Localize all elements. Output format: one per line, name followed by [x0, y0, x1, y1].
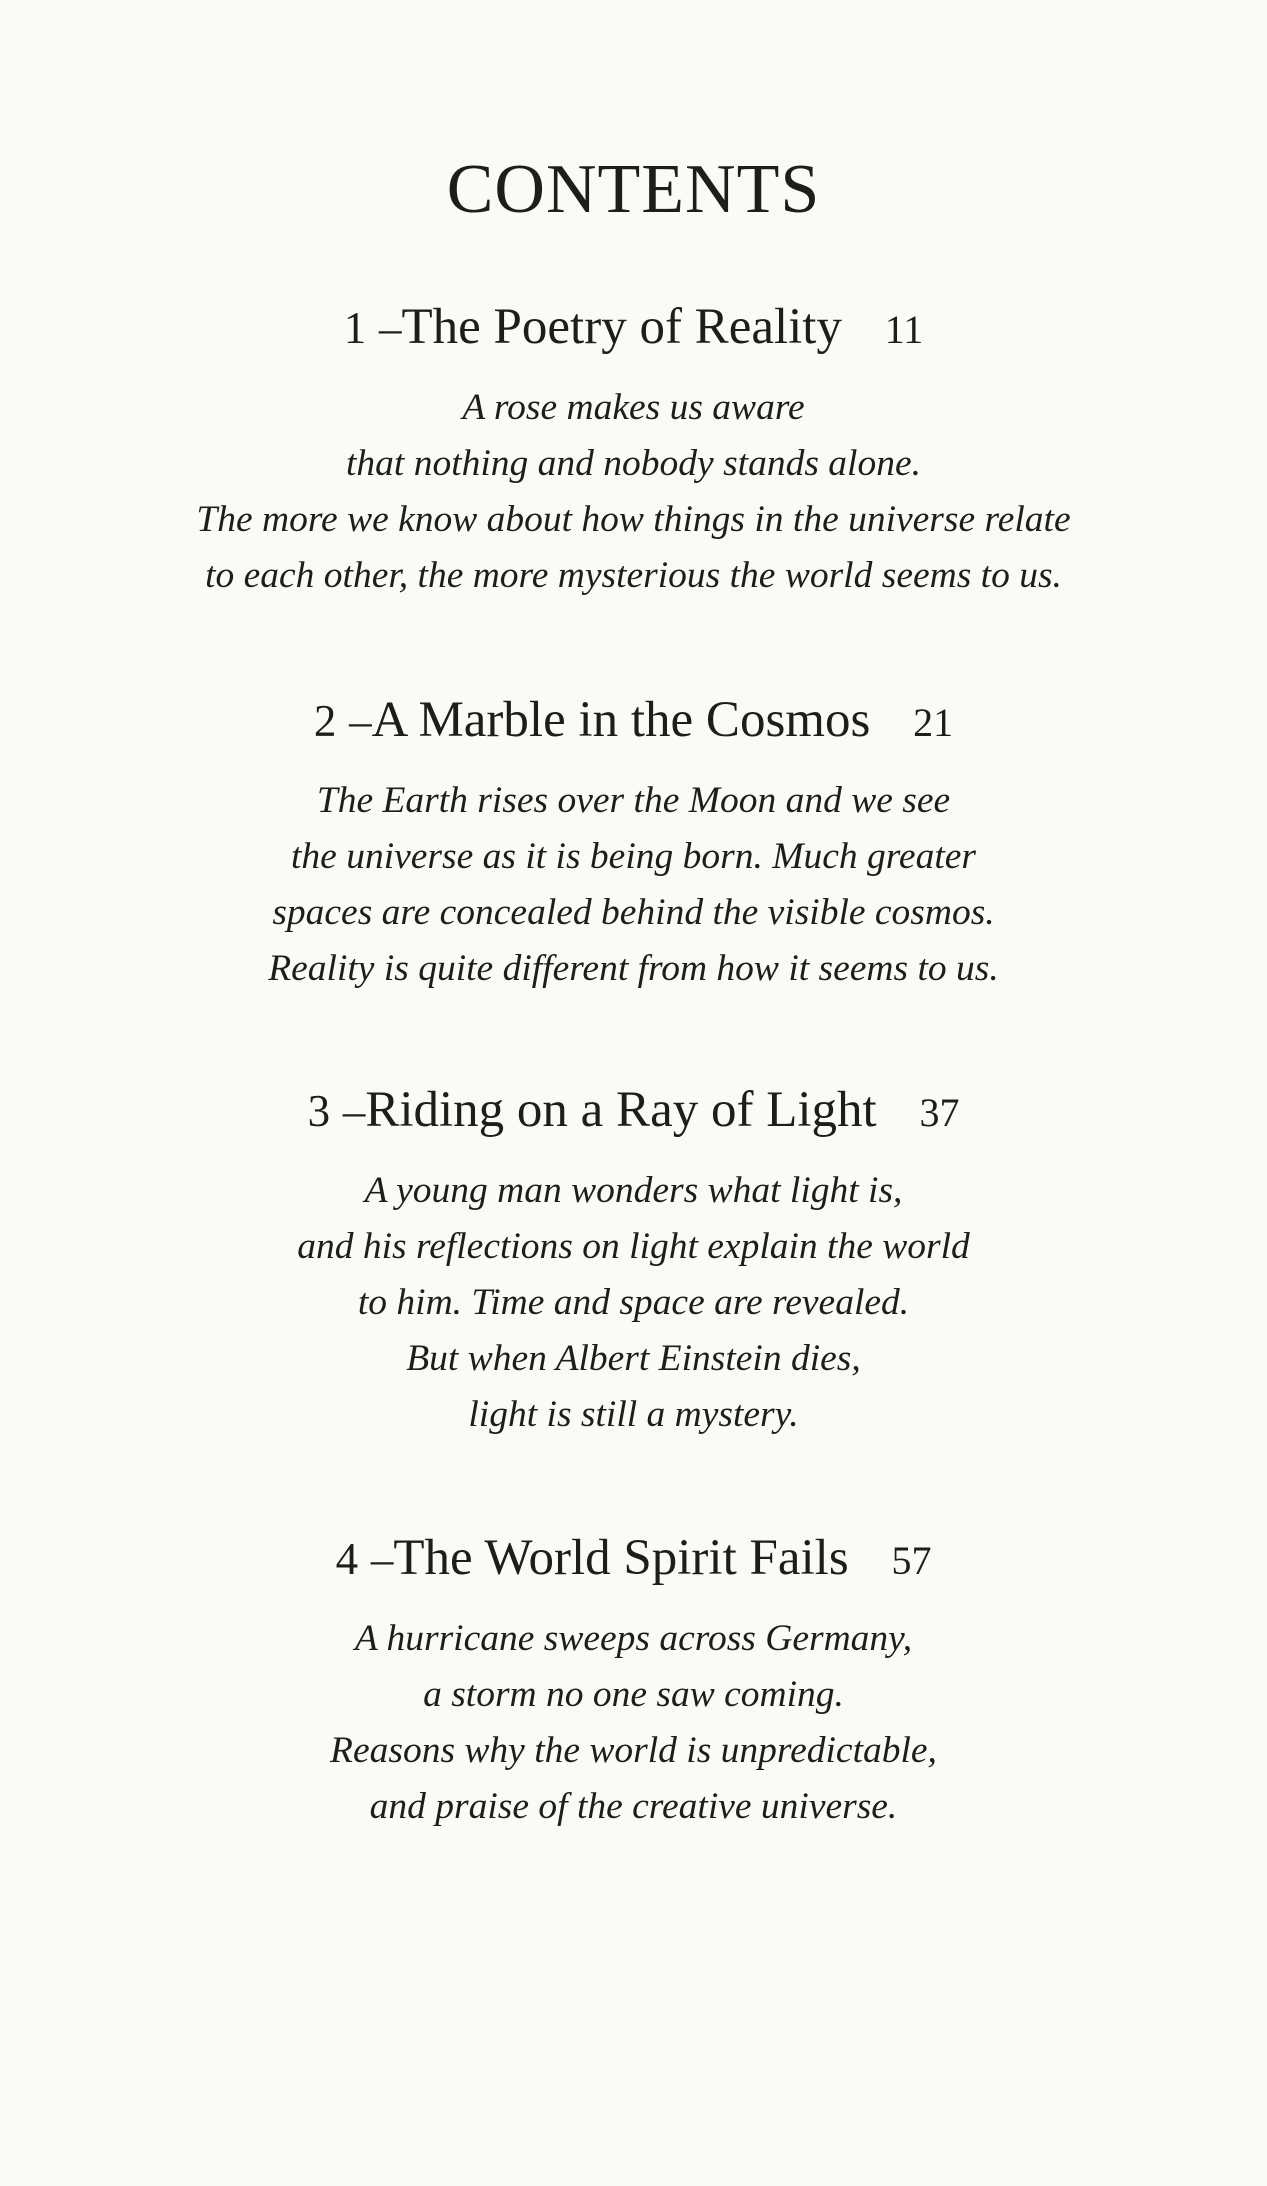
- summary-line: and his reflections on light explain the world: [297, 1226, 970, 1267]
- summary-line: Reasons why the world is unpredictable,: [330, 1730, 937, 1771]
- chapter-heading-4[interactable]: [0, 1528, 1267, 1591]
- summary-line: But when Albert Einstein dies,: [406, 1338, 861, 1379]
- chapter-heading-1[interactable]: [0, 297, 1267, 360]
- summary-line: Reality is quite different from how it seems to us.: [268, 948, 999, 989]
- chapter-title: The Poetry of Reality: [401, 299, 842, 355]
- chapter-heading-3[interactable]: [0, 1080, 1267, 1143]
- chapter-summary-3: [0, 1163, 1267, 1443]
- chapter-dash: –: [349, 696, 372, 746]
- chapter-number: 2: [313, 696, 337, 746]
- toc-entry-2: [0, 690, 1267, 997]
- toc-entry-1: [0, 297, 1267, 604]
- chapter-page-number: 21: [913, 700, 954, 745]
- summary-line: A hurricane sweeps across Germany,: [354, 1618, 913, 1659]
- chapter-title: The World Spirit Fails: [393, 1530, 849, 1586]
- summary-line: that nothing and nobody stands alone.: [346, 443, 921, 484]
- summary-line: light is still a mystery.: [468, 1394, 799, 1435]
- toc-entry-3: [0, 1080, 1267, 1443]
- chapter-dash: –: [379, 303, 402, 353]
- chapter-page-number: 57: [891, 1538, 932, 1583]
- chapter-title: Riding on a Ray of Light: [365, 1082, 877, 1138]
- chapter-number: 3: [307, 1086, 331, 1136]
- summary-line: A young man wonders what light is,: [364, 1170, 903, 1211]
- chapter-page-number: 37: [919, 1090, 960, 1135]
- toc-entry-4: [0, 1528, 1267, 1835]
- chapter-dash: –: [342, 1086, 366, 1136]
- summary-line: spaces are concealed behind the visible cosmos.: [272, 892, 995, 933]
- chapter-heading-2[interactable]: [0, 690, 1267, 753]
- chapter-summary-1: [0, 380, 1267, 604]
- chapter-number: 1: [343, 303, 367, 353]
- chapter-page-number: 11: [884, 307, 924, 352]
- summary-line: A rose makes us aware: [462, 387, 805, 428]
- chapter-title: A Marble in the Cosmos: [371, 692, 871, 748]
- summary-line: to him. Time and space are revealed.: [357, 1282, 910, 1323]
- summary-line: the universe as it is being born. Much greater: [291, 836, 976, 877]
- chapter-dash: –: [370, 1534, 394, 1584]
- summary-line: and praise of the creative universe.: [369, 1786, 898, 1827]
- page-title: CONTENTS: [446, 151, 821, 228]
- summary-line: to each other, the more mysterious the world seems to us.: [205, 555, 1062, 596]
- summary-line: a storm no one saw coming.: [423, 1674, 844, 1715]
- chapter-summary-2: [0, 773, 1267, 997]
- summary-line: The more we know about how things in the universe relate: [196, 499, 1071, 540]
- summary-line: The Earth rises over the Moon and we see: [316, 780, 951, 821]
- chapter-number: 4: [335, 1534, 359, 1584]
- chapter-summary-4: [0, 1611, 1267, 1835]
